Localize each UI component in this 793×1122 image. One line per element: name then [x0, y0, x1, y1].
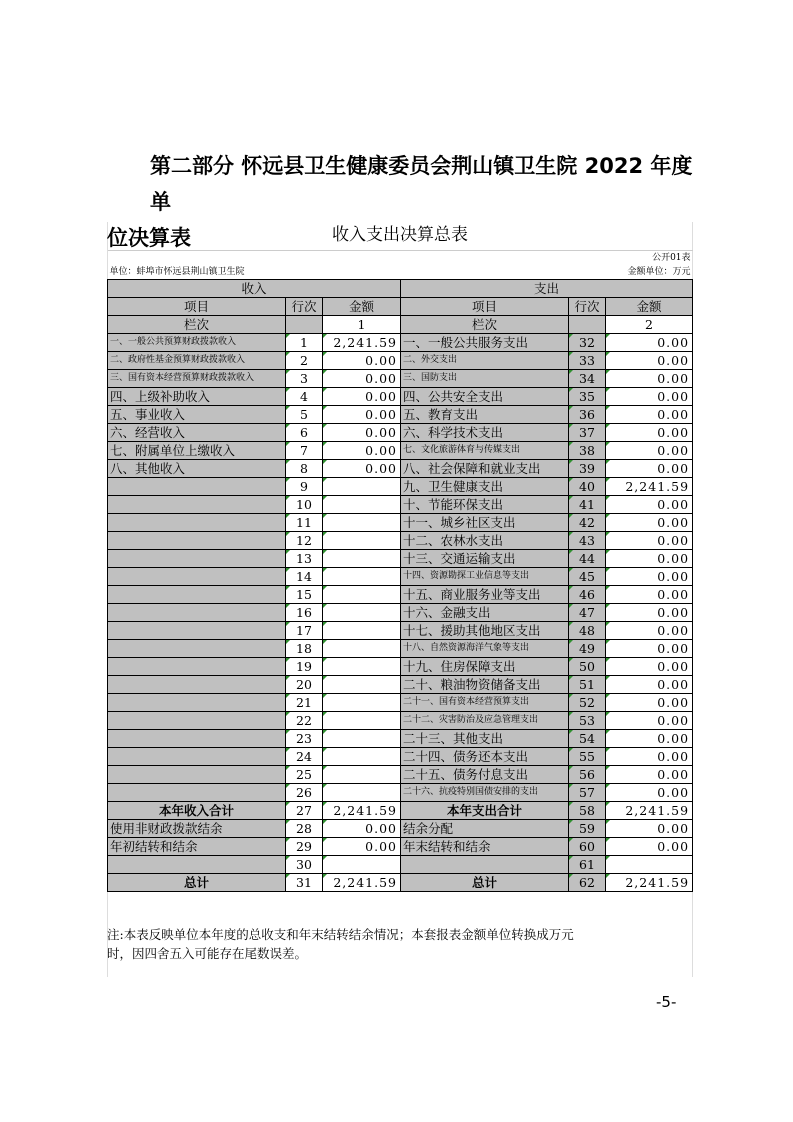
income-item: 二、政府性基金预算财政拨款收入	[108, 351, 286, 369]
expense-amount: 0.00	[606, 549, 693, 567]
expense-amount	[606, 855, 693, 873]
income-amount	[323, 477, 401, 495]
table-row	[108, 441, 693, 459]
expense-item: 本年支出合计	[401, 801, 569, 819]
expense-row-number: 39	[569, 459, 606, 477]
expense-item: 一、一般公共服务支出	[401, 333, 569, 351]
income-item: 三、国有资本经营预算财政拨款收入	[108, 369, 286, 387]
income-item	[108, 783, 286, 801]
amount-unit: 金额单位：万元	[627, 266, 691, 277]
income-amount: 0.00	[323, 837, 401, 855]
expense-item: 十九、住房保障支出	[401, 657, 569, 675]
final-accounts-sheet	[107, 222, 692, 978]
expense-row-number: 33	[569, 351, 606, 369]
income-amount: 0.00	[323, 405, 401, 423]
expense-row-number: 59	[569, 819, 606, 837]
income-amount	[323, 657, 401, 675]
income-item	[108, 765, 286, 783]
income-item	[108, 639, 286, 657]
expense-row-number: 34	[569, 369, 606, 387]
expense-amount: 0.00	[606, 351, 693, 369]
income-row-number: 27	[286, 801, 323, 819]
expense-row-header: 行次	[569, 297, 606, 315]
expense-row-number: 58	[569, 801, 606, 819]
heading-line-2: 位决算表	[107, 226, 191, 250]
table-row	[108, 333, 693, 351]
expense-row-number: 57	[569, 783, 606, 801]
income-lanci-label: 栏次	[108, 315, 286, 333]
expense-amount: 0.00	[606, 639, 693, 657]
income-item-header: 项目	[108, 297, 286, 315]
expense-amount: 0.00	[606, 459, 693, 477]
expense-amount: 0.00	[606, 729, 693, 747]
income-item	[108, 495, 286, 513]
expense-row-number: 62	[569, 873, 606, 891]
table-row	[108, 495, 693, 513]
income-row-number: 15	[286, 585, 323, 603]
income-row-number: 9	[286, 477, 323, 495]
income-item: 八、其他收入	[108, 459, 286, 477]
income-lanci-blank	[286, 315, 323, 333]
income-item	[108, 477, 286, 495]
expense-row-number: 37	[569, 423, 606, 441]
income-row-number: 14	[286, 567, 323, 585]
table-row	[108, 639, 693, 657]
income-amount	[323, 765, 401, 783]
income-amount	[323, 585, 401, 603]
expense-amount: 0.00	[606, 513, 693, 531]
income-amount	[323, 639, 401, 657]
table-row	[108, 459, 693, 477]
income-amount	[323, 747, 401, 765]
expense-amount-header: 金额	[606, 297, 693, 315]
income-row-number: 29	[286, 837, 323, 855]
income-item	[108, 657, 286, 675]
income-amount	[323, 783, 401, 801]
income-amount: 0.00	[323, 819, 401, 837]
expense-row-number: 38	[569, 441, 606, 459]
table-row	[108, 675, 693, 693]
expense-item: 十三、交通运输支出	[401, 549, 569, 567]
income-item	[108, 567, 286, 585]
income-item	[108, 729, 286, 747]
expense-amount: 0.00	[606, 693, 693, 711]
expense-amount: 0.00	[606, 369, 693, 387]
expense-amount: 0.00	[606, 747, 693, 765]
expense-row-number: 46	[569, 585, 606, 603]
income-amount	[323, 549, 401, 567]
income-row-number: 8	[286, 459, 323, 477]
expense-amount: 0.00	[606, 783, 693, 801]
income-item: 六、经营收入	[108, 423, 286, 441]
table-row	[108, 819, 693, 837]
expense-item: 二十六、抗疫特别国债安排的支出	[401, 783, 569, 801]
income-amount: 2,241.59	[323, 333, 401, 351]
table-row	[108, 549, 693, 567]
expense-item: 十七、援助其他地区支出	[401, 621, 569, 639]
income-item: 总计	[108, 873, 286, 891]
expense-item: 十八、自然资源海洋气象等支出	[401, 639, 569, 657]
expense-item: 结余分配	[401, 819, 569, 837]
expense-row-number: 36	[569, 405, 606, 423]
expense-amount: 0.00	[606, 585, 693, 603]
income-row-number: 24	[286, 747, 323, 765]
income-row-number: 6	[286, 423, 323, 441]
expense-item: 二十、粮油物资储备支出	[401, 675, 569, 693]
income-amount	[323, 495, 401, 513]
expense-amount: 0.00	[606, 567, 693, 585]
income-row-number: 1	[286, 333, 323, 351]
expense-row-number: 54	[569, 729, 606, 747]
income-row-header: 行次	[286, 297, 323, 315]
income-item	[108, 855, 286, 873]
expense-item: 总计	[401, 873, 569, 891]
expense-item: 二十一、国有资本经营预算支出	[401, 693, 569, 711]
income-item	[108, 621, 286, 639]
income-amount	[323, 567, 401, 585]
income-row-number: 28	[286, 819, 323, 837]
income-row-number: 3	[286, 369, 323, 387]
income-amount: 0.00	[323, 441, 401, 459]
expense-item: 二、外交支出	[401, 351, 569, 369]
table-row	[108, 693, 693, 711]
expense-row-number: 50	[569, 657, 606, 675]
expense-item: 五、教育支出	[401, 405, 569, 423]
income-item	[108, 531, 286, 549]
expense-amount: 0.00	[606, 333, 693, 351]
expense-header: 支出	[401, 279, 693, 297]
income-amount: 0.00	[323, 351, 401, 369]
table-row	[108, 729, 693, 747]
table-title: 收入支出决算总表	[108, 222, 693, 250]
table-row	[108, 567, 693, 585]
table-note	[107, 925, 692, 963]
expense-item: 二十四、债务还本支出	[401, 747, 569, 765]
expense-item: 八、社会保障和就业支出	[401, 459, 569, 477]
income-row-number: 10	[286, 495, 323, 513]
income-item	[108, 693, 286, 711]
income-amount: 0.00	[323, 387, 401, 405]
expense-item: 四、公共安全支出	[401, 387, 569, 405]
income-amount	[323, 531, 401, 549]
page-number: -5-	[656, 993, 677, 1011]
table-row	[108, 477, 693, 495]
income-amount	[323, 711, 401, 729]
expense-item: 二十二、灾害防治及应急管理支出	[401, 711, 569, 729]
expense-amount: 0.00	[606, 765, 693, 783]
income-amount	[323, 513, 401, 531]
expense-item: 十、节能环保支出	[401, 495, 569, 513]
heading-line-1: 第二部分 怀远县卫生健康委员会荆山镇卫生院 2022 年度单	[150, 154, 693, 214]
income-row-number: 22	[286, 711, 323, 729]
expense-item: 九、卫生健康支出	[401, 477, 569, 495]
income-row-number: 13	[286, 549, 323, 567]
table-row	[108, 783, 693, 801]
income-row-number: 25	[286, 765, 323, 783]
expense-lanci-label: 栏次	[401, 315, 569, 333]
income-row-number: 20	[286, 675, 323, 693]
income-amount: 2,241.59	[323, 873, 401, 891]
expense-item: 二十三、其他支出	[401, 729, 569, 747]
form-code: 公开01表	[652, 252, 691, 263]
table-row	[108, 765, 693, 783]
expense-amount: 2,241.59	[606, 801, 693, 819]
expense-item: 七、文化旅游体育与传媒支出	[401, 441, 569, 459]
expense-amount: 0.00	[606, 621, 693, 639]
unit-label: 单位：蚌埠市怀远县荆山镇卫生院	[109, 266, 245, 277]
note-line-1: 注:本表反映单位本年度的总收支和年末结转结余情况；本套报表金额单位转换成万元	[107, 927, 574, 942]
expense-amount: 0.00	[606, 441, 693, 459]
income-header: 收入	[108, 279, 401, 297]
note-line-2: 时，因四舍五入可能存在尾数误差。	[107, 946, 308, 961]
expense-item: 十二、农林水支出	[401, 531, 569, 549]
income-expense-table	[107, 222, 693, 892]
table-row	[108, 747, 693, 765]
table-row	[108, 351, 693, 369]
income-amount: 0.00	[323, 459, 401, 477]
expense-row-number: 44	[569, 549, 606, 567]
income-amount-header: 金额	[323, 297, 401, 315]
expense-row-number: 61	[569, 855, 606, 873]
expense-row-number: 49	[569, 639, 606, 657]
income-row-number: 30	[286, 855, 323, 873]
income-row-number: 23	[286, 729, 323, 747]
income-column-number: 1	[323, 315, 401, 333]
expense-amount: 0.00	[606, 657, 693, 675]
table-row	[108, 621, 693, 639]
expense-item: 年末结转和结余	[401, 837, 569, 855]
expense-amount: 0.00	[606, 387, 693, 405]
expense-row-number: 52	[569, 693, 606, 711]
expense-amount: 0.00	[606, 405, 693, 423]
table-row	[108, 531, 693, 549]
income-row-number: 11	[286, 513, 323, 531]
expense-item: 十四、资源勘探工业信息等支出	[401, 567, 569, 585]
income-row-number: 12	[286, 531, 323, 549]
expense-amount: 2,241.59	[606, 873, 693, 891]
income-amount: 0.00	[323, 369, 401, 387]
table-row	[108, 423, 693, 441]
income-row-number: 31	[286, 873, 323, 891]
income-row-number: 21	[286, 693, 323, 711]
income-row-number: 19	[286, 657, 323, 675]
income-row-number: 2	[286, 351, 323, 369]
expense-amount: 2,241.59	[606, 477, 693, 495]
income-row-number: 16	[286, 603, 323, 621]
income-amount	[323, 603, 401, 621]
income-item	[108, 711, 286, 729]
table-row	[108, 855, 693, 873]
expense-row-number: 56	[569, 765, 606, 783]
income-item: 年初结转和结余	[108, 837, 286, 855]
income-amount	[323, 675, 401, 693]
expense-row-number: 41	[569, 495, 606, 513]
expense-column-number: 2	[606, 315, 693, 333]
income-amount	[323, 729, 401, 747]
table-row	[108, 801, 693, 819]
income-amount	[323, 693, 401, 711]
income-amount: 2,241.59	[323, 801, 401, 819]
expense-item	[401, 855, 569, 873]
expense-amount: 0.00	[606, 675, 693, 693]
expense-row-number: 53	[569, 711, 606, 729]
table-row	[108, 603, 693, 621]
table-row	[108, 873, 693, 891]
expense-row-number: 45	[569, 567, 606, 585]
expense-row-number: 51	[569, 675, 606, 693]
expense-row-number: 55	[569, 747, 606, 765]
expense-row-number: 32	[569, 333, 606, 351]
income-item: 一、一般公共预算财政拨款收入	[108, 333, 286, 351]
income-row-number: 17	[286, 621, 323, 639]
table-row	[108, 405, 693, 423]
income-item: 七、附属单位上缴收入	[108, 441, 286, 459]
expense-amount: 0.00	[606, 495, 693, 513]
income-row-number: 18	[286, 639, 323, 657]
income-item: 本年收入合计	[108, 801, 286, 819]
expense-row-number: 43	[569, 531, 606, 549]
income-item	[108, 585, 286, 603]
expense-amount: 0.00	[606, 531, 693, 549]
income-item	[108, 747, 286, 765]
income-item	[108, 549, 286, 567]
expense-amount: 0.00	[606, 423, 693, 441]
expense-item: 六、科学技术支出	[401, 423, 569, 441]
expense-row-number: 40	[569, 477, 606, 495]
table-row	[108, 657, 693, 675]
table-row	[108, 837, 693, 855]
expense-amount: 0.00	[606, 819, 693, 837]
income-item	[108, 513, 286, 531]
expense-amount: 0.00	[606, 603, 693, 621]
income-row-number: 4	[286, 387, 323, 405]
income-amount	[323, 855, 401, 873]
expense-row-number: 42	[569, 513, 606, 531]
income-item: 五、事业收入	[108, 405, 286, 423]
income-item: 使用非财政拨款结余	[108, 819, 286, 837]
expense-row-number: 47	[569, 603, 606, 621]
expense-lanci-blank	[569, 315, 606, 333]
expense-amount: 0.00	[606, 711, 693, 729]
table-row	[108, 387, 693, 405]
income-item: 四、上级补助收入	[108, 387, 286, 405]
income-row-number: 26	[286, 783, 323, 801]
income-row-number: 7	[286, 441, 323, 459]
table-row	[108, 369, 693, 387]
expense-amount: 0.00	[606, 837, 693, 855]
expense-row-number: 48	[569, 621, 606, 639]
income-item	[108, 675, 286, 693]
expense-item: 十一、城乡社区支出	[401, 513, 569, 531]
income-amount: 0.00	[323, 423, 401, 441]
expense-item: 十五、商业服务业等支出	[401, 585, 569, 603]
expense-item-header: 项目	[401, 297, 569, 315]
income-row-number: 5	[286, 405, 323, 423]
expense-item: 三、国防支出	[401, 369, 569, 387]
expense-item: 十六、金融支出	[401, 603, 569, 621]
table-row	[108, 585, 693, 603]
income-item	[108, 603, 286, 621]
table-row	[108, 513, 693, 531]
expense-row-number: 60	[569, 837, 606, 855]
expense-row-number: 35	[569, 387, 606, 405]
table-row	[108, 711, 693, 729]
expense-item: 二十五、债务付息支出	[401, 765, 569, 783]
income-amount	[323, 621, 401, 639]
